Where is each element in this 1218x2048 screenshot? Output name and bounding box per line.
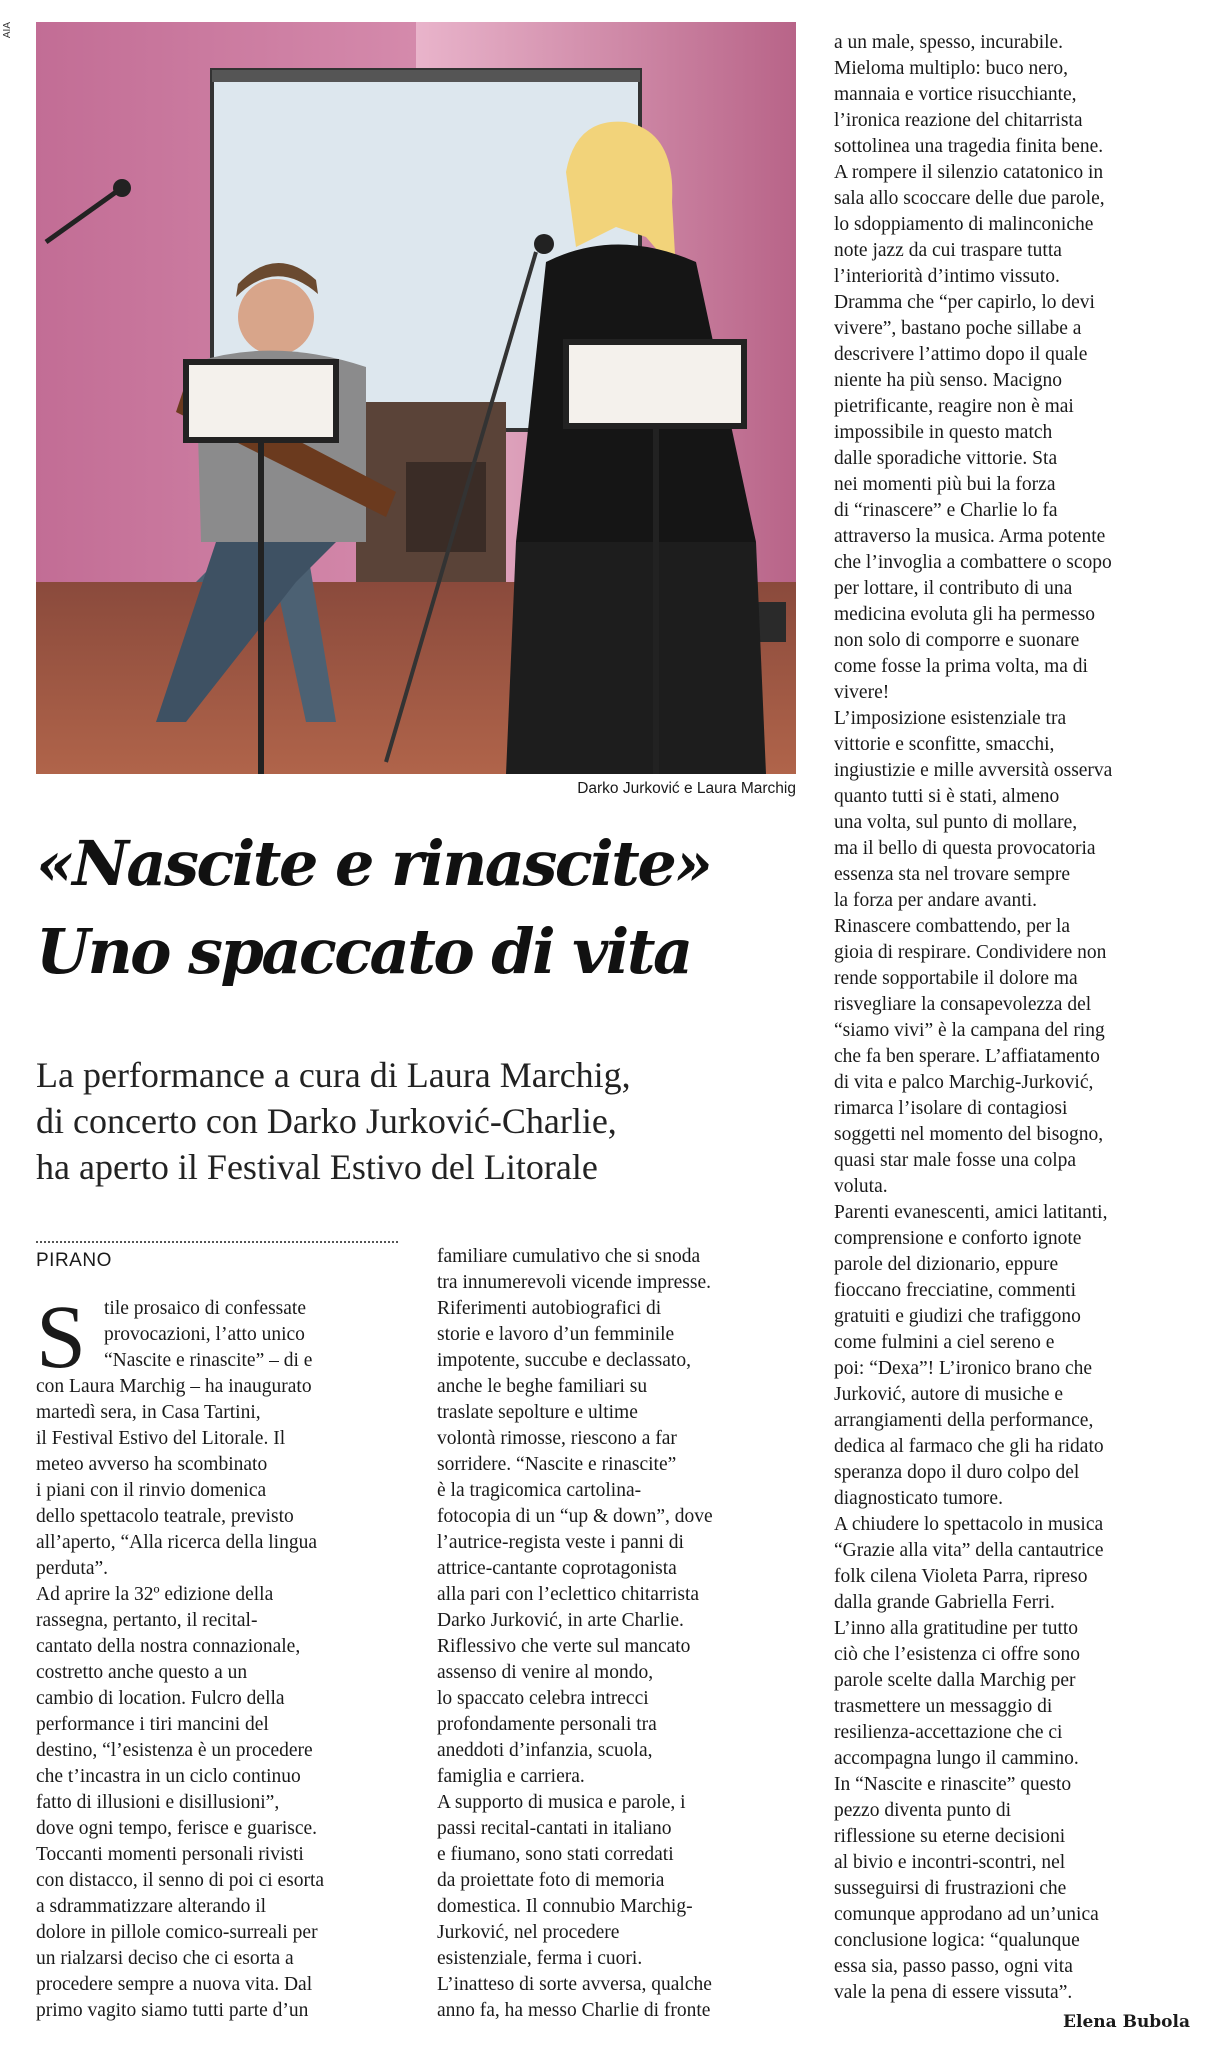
text-line: meteo avverso ha scombinato <box>36 1454 268 1475</box>
text-line: profondamente personali tra <box>437 1714 657 1735</box>
text-line: accompagna lungo il cammino. <box>834 1748 1079 1769</box>
text-line: non solo di comporre e suonare <box>834 630 1080 651</box>
subheadline-line-1: La performance a cura di Laura Marchig, <box>36 1055 631 1095</box>
text-line: parole scelte dalla Marchig per <box>834 1670 1076 1691</box>
text-line: l’ironica reazione del chitarrista <box>834 110 1083 131</box>
text-line: sala allo scoccare delle due parole, <box>834 188 1105 209</box>
text-line: impossibile in questo match <box>834 422 1053 443</box>
text-line: riflessione su eterne decisioni <box>834 1826 1066 1847</box>
text-line: pietrificante, reagire non è mai <box>834 396 1074 417</box>
text-line: con Laura Marchig – ha inaugurato <box>36 1376 312 1397</box>
text-line: “siamo vivi” è la campana del ring <box>834 1020 1105 1041</box>
article-column-1 <box>36 1288 416 2024</box>
text-line: è la tragicomica cartolina- <box>437 1480 642 1501</box>
text-line: vittorie e sconfitte, smacchi, <box>834 734 1055 755</box>
text-line: dalla grande Gabriella Ferri. <box>834 1592 1055 1613</box>
text-line: soggetti nel momento del bisogno, <box>834 1124 1104 1145</box>
text-line: comprensione e conforto ignote <box>834 1228 1082 1249</box>
text-line: per lottare, il contributo di una <box>834 578 1073 599</box>
text-line: dove ogni tempo, ferisce e guarisce. <box>36 1818 318 1839</box>
text-line: fioccano frecciatine, commenti <box>834 1280 1076 1301</box>
text-line: Dramma che “per capirlo, lo devi <box>834 292 1095 313</box>
side-tag: AIA <box>2 22 13 39</box>
text-line: attraverso la musica. Arma potente <box>834 526 1106 547</box>
text-line: una volta, sul punto di mollare, <box>834 812 1078 833</box>
text-line: perduta”. <box>36 1558 109 1579</box>
text-line: L’inno alla gratitudine per tutto <box>834 1618 1079 1639</box>
headline <box>36 820 806 996</box>
text-line: come fulmini a ciel sereno e <box>834 1332 1055 1353</box>
text-line: parole del dizionario, eppure <box>834 1254 1059 1275</box>
text-line: Jurković, autore di musiche e <box>834 1384 1064 1405</box>
text-line: Jurković, nel procedere <box>437 1922 620 1943</box>
text-line: di “rinascere” e Charlie lo fa <box>834 500 1058 521</box>
text-line: comunque approdano ad un’unica <box>834 1904 1099 1925</box>
text-line: procedere sempre a nuova vita. Dal <box>36 1974 313 1995</box>
text-line: primo vagito siamo tutti parte d’un <box>36 2000 309 2021</box>
text-line: medicina evoluta gli ha permesso <box>834 604 1096 625</box>
text-line: che l’invoglia a combattere o scopo <box>834 552 1112 573</box>
text-line: all’aperto, “Alla ricerca della lingua <box>36 1532 317 1553</box>
text-line: A supporto di musica e parole, i <box>437 1792 686 1813</box>
dotted-divider <box>36 1241 398 1243</box>
text-line: Rinascere combattendo, per la <box>834 916 1071 937</box>
text-line: Toccanti momenti personali rivisti <box>36 1844 304 1865</box>
text-line: gioia di respirare. Condividere non <box>834 942 1107 963</box>
text-line: a un male, spesso, incurabile. <box>834 32 1064 53</box>
text-line: tra innumerevoli vicende impresse. <box>437 1272 711 1293</box>
text-line: rimarca l’isolare di contagiosi <box>834 1098 1068 1119</box>
text-line: famiglia e carriera. <box>437 1766 585 1787</box>
text-line: di vita e palco Marchig-Jurković, <box>834 1072 1094 1093</box>
text-line: attrice-cantante coprotagonista <box>437 1558 677 1579</box>
headline-line-2: Uno spaccato di vita <box>36 915 691 988</box>
text-line: impotente, succube e declassato, <box>437 1350 691 1371</box>
text-line: mannaia e vortice risucchiante, <box>834 84 1077 105</box>
article-photo <box>36 22 796 774</box>
text-line: quanto tutti si è stati, almeno <box>834 786 1060 807</box>
text-line: pezzo diventa punto di <box>834 1800 1012 1821</box>
text-line: dalle sporadiche vittorie. Sta <box>834 448 1058 469</box>
text-line: ma il bello di questa provocatoria <box>834 838 1096 859</box>
text-line: folk cilena Violeta Parra, ripreso <box>834 1566 1088 1587</box>
text-line: come fosse la prima volta, ma di <box>834 656 1088 677</box>
text-line: rassegna, pertanto, il recital- <box>36 1610 258 1631</box>
text-line: provocazioni, l’atto unico <box>104 1324 305 1345</box>
text-line: “Grazie alla vita” della cantautrice <box>834 1540 1104 1561</box>
text-line: Riflessivo che verte sul mancato <box>437 1636 691 1657</box>
text-line: costretto anche questo a un <box>36 1662 248 1683</box>
text-line: “Nascite e rinascite” – di e <box>104 1350 313 1371</box>
text-line: anno fa, ha messo Charlie di fronte <box>437 2000 711 2021</box>
text-line: performance i tiri mancini del <box>36 1714 269 1735</box>
text-line: L’imposizione esistenziale tra <box>834 708 1067 729</box>
text-line: che fa ben sperare. L’affiatamento <box>834 1046 1100 1067</box>
text-line: fatto di illusioni e disillusioni”, <box>36 1792 280 1813</box>
drop-cap: S <box>36 1288 87 1387</box>
text-line: cambio di location. Fulcro della <box>36 1688 285 1709</box>
text-line: anche le beghe familiari su <box>437 1376 648 1397</box>
text-line: note jazz da cui traspare tutta <box>834 240 1062 261</box>
text-line: al bivio e incontri-scontri, nel <box>834 1852 1066 1873</box>
text-line: alla pari con l’eclettico chitarrista <box>437 1584 700 1605</box>
text-line: domestica. Il connubio Marchig- <box>437 1896 693 1917</box>
dateline-location: PIRANO <box>36 1250 112 1271</box>
text-line: a sdrammatizzare alterando il <box>36 1896 267 1917</box>
text-line: destino, “l’esistenza è un procedere <box>36 1740 313 1761</box>
text-line: i piani con il rinvio domenica <box>36 1480 267 1501</box>
text-line: lo sdoppiamento di malinconiche <box>834 214 1094 235</box>
text-line: poi: “Dexa”! L’ironico brano che <box>834 1358 1093 1379</box>
text-line: passi recital-cantati in italiano <box>437 1818 672 1839</box>
text-line: rende sopportabile il dolore ma <box>834 968 1078 989</box>
text-line: cantato della nostra connazionale, <box>36 1636 301 1657</box>
text-line: la forza per andare avanti. <box>834 890 1037 911</box>
text-line: Darko Jurković, in arte Charlie. <box>437 1610 684 1631</box>
text-line: A rompere il silenzio catatonico in <box>834 162 1104 183</box>
text-line: assenso di venire al mondo, <box>437 1662 654 1683</box>
text-line: vale la pena di essere vissuta”. <box>834 1982 1073 2003</box>
text-line: vivere”, bastano poche sillabe a <box>834 318 1082 339</box>
text-line: descrivere l’attimo dopo il quale <box>834 344 1088 365</box>
photo-illustration <box>36 22 796 774</box>
text-line: essenza sta nel trovare sempre <box>834 864 1071 885</box>
text-line: vivere! <box>834 682 890 703</box>
text-line: In “Nascite e rinascite” questo <box>834 1774 1072 1795</box>
text-line: ciò che l’esistenza ci offre sono <box>834 1644 1080 1665</box>
text-line: voluta. <box>834 1176 888 1197</box>
text-line: speranza dopo il duro colpo del <box>834 1462 1080 1483</box>
text-line: e fiumano, sono stati corredati <box>437 1844 674 1865</box>
text-line: dolore in pillole comico-surreali per <box>36 1922 318 1943</box>
text-line: aneddoti d’infanzia, scuola, <box>437 1740 653 1761</box>
text-line: traslate sepolture e ultime <box>437 1402 638 1423</box>
text-line: con distacco, il senno di poi ci esorta <box>36 1870 325 1891</box>
text-line: un rialzarsi deciso che ci esorta a <box>36 1948 294 1969</box>
text-line: essa sia, passo passo, ogni vita <box>834 1956 1073 1977</box>
subheadline <box>36 1052 816 1190</box>
text-line: niente ha più senso. Macigno <box>834 370 1062 391</box>
text-line: l’interiorità d’intimo vissuto. <box>834 266 1060 287</box>
text-line: diagnosticato tumore. <box>834 1488 1003 1509</box>
text-line: Mieloma multiplo: buco nero, <box>834 58 1068 79</box>
text-line: L’inatteso di sorte avversa, qualche <box>437 1974 712 1995</box>
text-line: A chiudere lo spettacolo in musica <box>834 1514 1104 1535</box>
text-line: da proiettate foto di memoria <box>437 1870 665 1891</box>
text-line: Riferimenti autobiografici di <box>437 1298 662 1319</box>
text-line: arrangiamenti della performance, <box>834 1410 1094 1431</box>
text-line: volontà rimosse, riescono a far <box>437 1428 677 1449</box>
text-line: gratuiti e giudizi che trafiggono <box>834 1306 1081 1327</box>
headline-line-1: «Nascite e rinascite» <box>36 827 711 900</box>
text-line: fotocopia di un “up & down”, dove <box>437 1506 713 1527</box>
text-line: esistenziale, ferma i cuori. <box>437 1948 643 1969</box>
text-line: nei momenti più bui la forza <box>834 474 1056 495</box>
text-line: familiare cumulativo che si snoda <box>437 1246 701 1267</box>
text-line: resilienza-accettazione che ci <box>834 1722 1063 1743</box>
text-line: martedì sera, in Casa Tartini, <box>36 1402 261 1423</box>
text-line: conclusione logica: “qualunque <box>834 1930 1080 1951</box>
text-line: sottolinea una tragedia finita bene. <box>834 136 1104 157</box>
subheadline-line-3: ha aperto il Festival Estivo del Litorale <box>36 1147 598 1187</box>
text-line: quasi star male fosse una colpa <box>834 1150 1077 1171</box>
text-line: ingiustizie e mille avversità osserva <box>834 760 1113 781</box>
text-line: storie e lavoro d’un femminile <box>437 1324 675 1345</box>
text-line: sorridere. “Nascite e rinascite” <box>437 1454 677 1475</box>
text-line: trasmettere un messaggio di <box>834 1696 1053 1717</box>
text-line: il Festival Estivo del Litorale. Il <box>36 1428 286 1449</box>
text-line: Parenti evanescenti, amici latitanti, <box>834 1202 1108 1223</box>
article-column-2 <box>437 1244 817 2024</box>
text-line: dello spettacolo teatrale, previsto <box>36 1506 294 1527</box>
text-line: l’autrice-regista veste i panni di <box>437 1532 684 1553</box>
text-line: lo spaccato celebra intrecci <box>437 1688 649 1709</box>
text-line: che t’incastra in un ciclo continuo <box>36 1766 301 1787</box>
photo-caption: Darko Jurković e Laura Marchig <box>577 780 796 797</box>
text-line: Ad aprire la 32º edizione della <box>36 1584 274 1605</box>
author-byline: Elena Bubola <box>1063 2012 1190 2032</box>
article-column-3 <box>834 30 1214 2006</box>
subheadline-line-2: di concerto con Darko Jurković-Charlie, <box>36 1101 617 1141</box>
text-line: risvegliare la consapevolezza del <box>834 994 1092 1015</box>
text-line: tile prosaico di confessate <box>104 1298 306 1319</box>
text-line: susseguirsi di frustrazioni che <box>834 1878 1067 1899</box>
text-line: dedica al farmaco che gli ha ridato <box>834 1436 1104 1457</box>
